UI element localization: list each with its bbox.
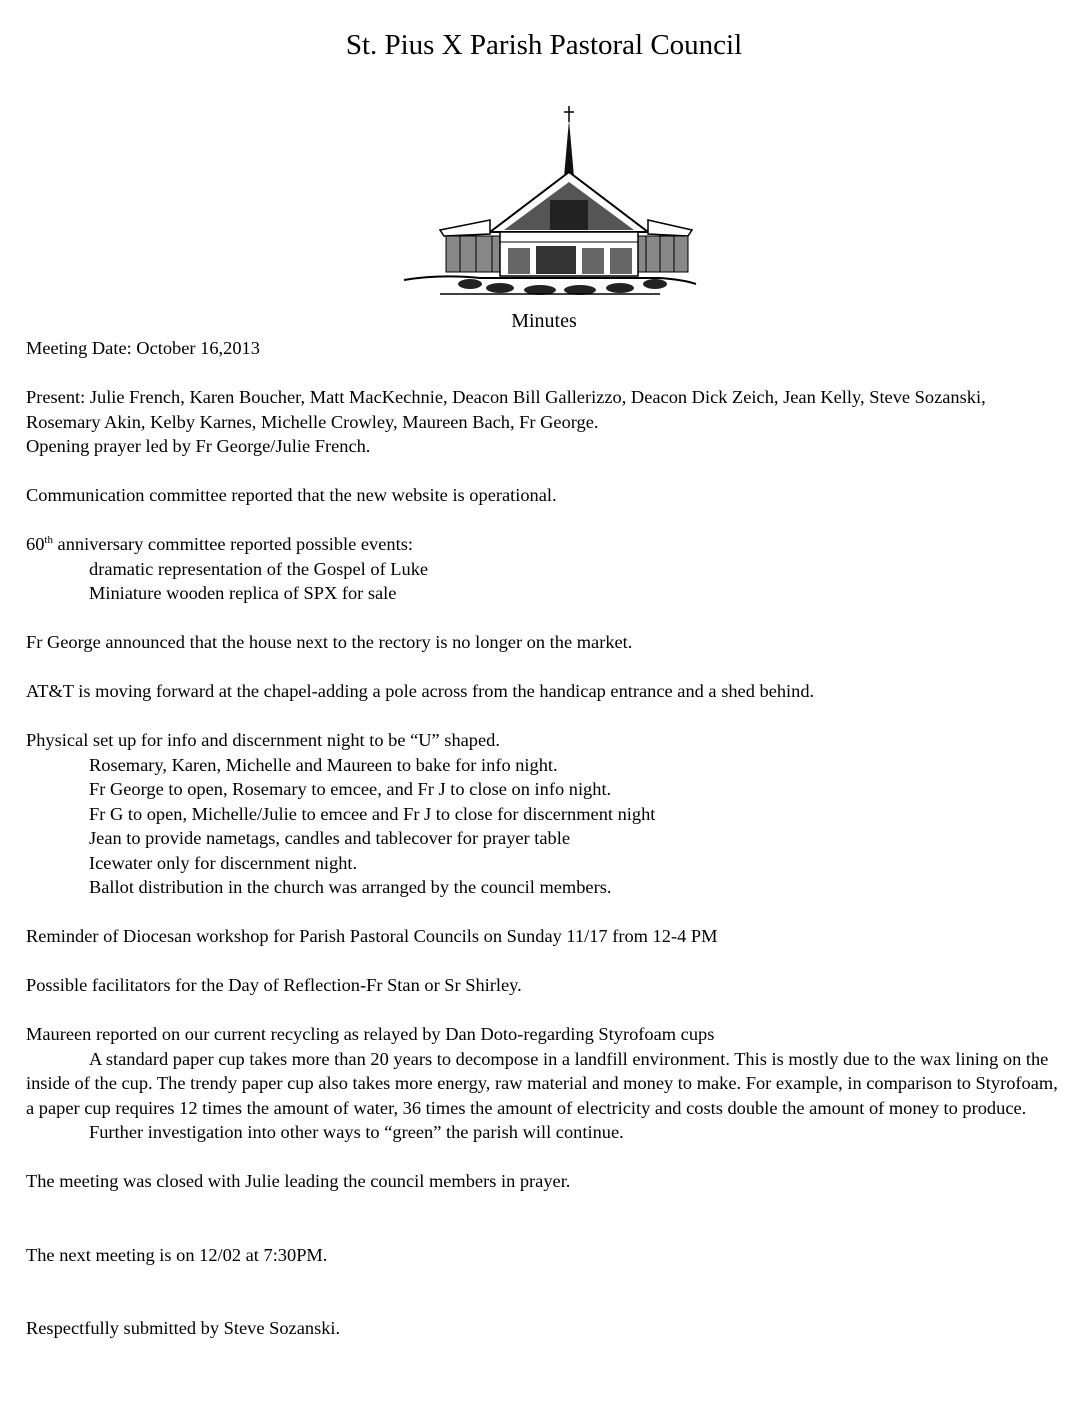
anniversary-item: dramatic representation of the Gospel of Luke: [89, 558, 429, 579]
setup-item: Jean to provide nametags, candles and tablecover for prayer table: [89, 828, 571, 848]
opening-prayer: Opening prayer led by Fr George/Julie French.: [26, 436, 371, 456]
setup-item: Rosemary, Karen, Michelle and Maureen to bake for info night.: [89, 754, 558, 775]
workshop-reminder: Reminder of Diocesan workshop for Parish Pastoral Councils on Sunday 11/17 from 12-4 PM: [26, 926, 718, 946]
anniversary-number: 60: [26, 534, 45, 554]
anniversary-text: anniversary committee reported possible events:: [52, 534, 413, 554]
minutes-body: [26, 336, 1060, 1341]
anniversary-item: Miniature wooden replica of SPX for sale: [89, 583, 397, 603]
setup-item: Fr G to open, Michelle/Julie to emcee and Fr J to close for discernment night: [89, 803, 656, 824]
communication-report: Communication committee reported that the new website is operational.: [26, 485, 557, 505]
anniversary-suffix: th: [44, 534, 53, 546]
next-meeting: The next meeting is on 12/02 at 7:30PM.: [26, 1244, 328, 1265]
setup-item: Icewater only for discernment night.: [89, 852, 358, 873]
submitted-by: Respectfully submitted by Steve Sozanski.: [26, 1318, 341, 1338]
house-announcement: Fr George announced that the house next to the rectory is no longer on the market.: [26, 632, 633, 652]
recycling-followup: Further investigation into other ways to “green” the parish will continue.: [89, 1122, 624, 1142]
facilitators-note: Possible facilitators for the Day of Reflection-Fr Stan or Sr Shirley.: [26, 975, 522, 995]
setup-intro: Physical set up for info and discernment night to be “U” shaped.: [26, 730, 500, 750]
church-illustration: [400, 102, 700, 302]
recycling-intro: Maureen reported on our current recycling as relayed by Dan Doto-regarding Styrofoam cups: [26, 1024, 715, 1044]
present-list: Present: Julie French, Karen Boucher, Matt MacKechnie, Deacon Bill Gallerizzo, Deacon Dick Zeich, Jean Kelly, Steve Sozanski, Rosemary Akin, Kelby Karnes, Michelle Crowley, Maureen Bach, Fr George.: [26, 387, 986, 432]
recycling-paragraph: A standard paper cup takes more than 20 years to decompose in a landfill environment. This is mostly due to the wax lining on the inside of the cup. The trendy paper cup also takes more energy, raw material and money to make. For example, in comparison to Styrofoam, a paper cup requires 12 times the amount of water, 36 times the amount of electricity and costs double the amount of money to produce.: [26, 1048, 1058, 1118]
minutes-label: Minutes: [511, 310, 577, 332]
setup-item: Ballot distribution in the church was arranged by the council members.: [89, 877, 612, 897]
meeting-date: Meeting Date: October 16,2013: [26, 338, 260, 358]
att-report: AT&T is moving forward at the chapel-adding a pole across from the handicap entrance and a shed behind.: [26, 681, 815, 701]
closing-prayer: The meeting was closed with Julie leading the council members in prayer.: [26, 1171, 571, 1191]
page-title: St. Pius X Parish Pastoral Council: [345, 29, 743, 61]
anniversary-report: [26, 532, 1060, 557]
setup-item: Fr George to open, Rosemary to emcee, and Fr J to close on info night.: [89, 779, 612, 799]
